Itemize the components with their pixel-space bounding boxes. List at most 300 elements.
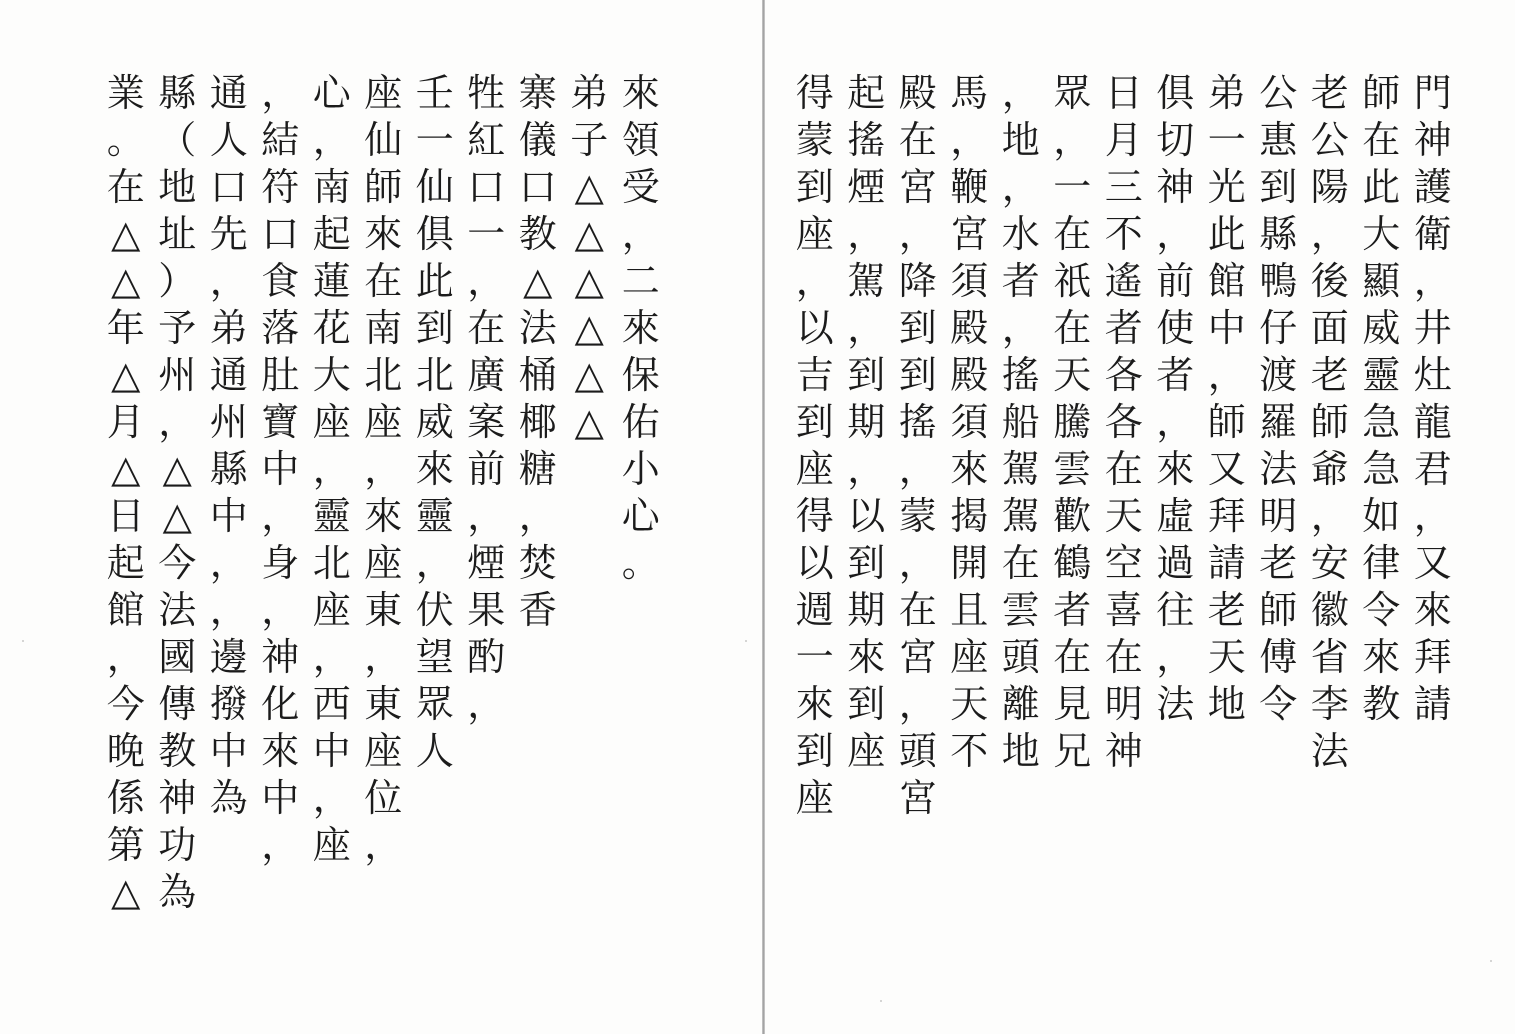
text-glyph: ， (898, 682, 937, 726)
text-glyph: 口 (518, 165, 557, 209)
text-glyph: 以 (795, 541, 834, 585)
text-glyph: 安 (1310, 541, 1349, 585)
text-glyph: 仔 (1259, 306, 1298, 350)
text-glyph: ， (364, 823, 403, 867)
text-glyph: ， (158, 400, 197, 444)
text-glyph: 爺 (1310, 447, 1349, 491)
text-glyph: 座 (795, 212, 834, 256)
text-glyph: 教 (1362, 682, 1401, 726)
text-glyph: 見 (1053, 682, 1092, 726)
text-glyph: 到 (795, 729, 834, 773)
text-glyph: 來 (950, 447, 989, 491)
right_page-column (1304, 70, 1356, 822)
text-glyph: 地 (1207, 682, 1246, 726)
text-glyph: △ (111, 353, 141, 397)
text-glyph: ， (1413, 259, 1452, 303)
text-glyph: △ (574, 400, 604, 444)
text-glyph: 此 (1207, 212, 1246, 256)
text-glyph: 老 (1310, 353, 1349, 397)
text-glyph: 離 (1001, 682, 1040, 726)
text-glyph: 渡 (1259, 353, 1298, 397)
text-glyph: 駕 (847, 259, 886, 303)
text-glyph: 起 (106, 541, 145, 585)
text-glyph: 領 (621, 118, 660, 162)
text-glyph: 功 (158, 823, 197, 867)
text-glyph: 前 (467, 447, 506, 491)
text-glyph: 蒙 (898, 494, 937, 538)
text-glyph: 煙 (847, 165, 886, 209)
text-glyph: 宮 (898, 776, 937, 820)
text-glyph: 過 (1156, 541, 1195, 585)
text-glyph: 鶴 (1053, 541, 1092, 585)
text-glyph: 老 (1310, 71, 1349, 115)
text-glyph: ， (312, 118, 351, 162)
text-glyph: 惠 (1259, 118, 1298, 162)
text-glyph: 宮 (898, 635, 937, 679)
text-glyph: ， (261, 71, 300, 115)
text-glyph: 衛 (1413, 212, 1452, 256)
text-glyph: 天 (1104, 494, 1143, 538)
text-glyph: 駕 (1001, 447, 1040, 491)
text-glyph: 公 (1310, 118, 1349, 162)
text-glyph: 且 (950, 588, 989, 632)
text-glyph: 座 (847, 729, 886, 773)
text-glyph: 期 (847, 588, 886, 632)
text-glyph: 鴨 (1259, 259, 1298, 303)
text-glyph: ， (1310, 212, 1349, 256)
text-glyph: 天 (1207, 635, 1246, 679)
text-glyph: 神 (158, 776, 197, 820)
text-glyph: 宮 (898, 165, 937, 209)
text-glyph: 牲 (467, 71, 506, 115)
text-glyph: 大 (1362, 212, 1401, 256)
text-glyph: 吉 (795, 353, 834, 397)
text-glyph: 年 (106, 306, 145, 350)
text-glyph: 老 (1259, 541, 1298, 585)
text-glyph: 週 (795, 588, 834, 632)
text-glyph: ， (1207, 353, 1246, 397)
text-glyph: 明 (1259, 494, 1298, 538)
text-glyph: 兄 (1053, 729, 1092, 773)
text-glyph: 又 (1207, 447, 1246, 491)
text-glyph: 口 (467, 165, 506, 209)
text-glyph: 法 (518, 306, 557, 350)
text-glyph: 在 (1362, 118, 1401, 162)
right_page-column (1150, 70, 1202, 822)
text-glyph: ， (898, 541, 937, 585)
text-glyph: 一 (1207, 118, 1246, 162)
text-glyph: ， (467, 259, 506, 303)
text-glyph: 酌 (467, 635, 506, 679)
text-glyph: 到 (847, 353, 886, 397)
text-glyph: 以 (847, 494, 886, 538)
text-glyph: 威 (415, 400, 454, 444)
text-glyph: 大 (312, 353, 351, 397)
right_page-column (1047, 70, 1099, 822)
text-glyph: 揭 (950, 494, 989, 538)
text-glyph: 不 (950, 729, 989, 773)
text-glyph: 天 (1053, 353, 1092, 397)
text-glyph: 佑 (621, 400, 660, 444)
text-glyph: 在 (467, 306, 506, 350)
text-glyph: 來 (261, 729, 300, 773)
text-glyph: 眾 (415, 682, 454, 726)
text-glyph: 寨 (518, 71, 557, 115)
text-glyph: 省 (1310, 635, 1349, 679)
text-glyph: 期 (847, 400, 886, 444)
text-glyph: 搖 (898, 400, 937, 444)
text-glyph: 又 (1413, 541, 1452, 585)
text-glyph: 公 (1259, 71, 1298, 115)
text-glyph: 者 (1104, 306, 1143, 350)
text-glyph: 灶 (1413, 353, 1452, 397)
left_page-column (255, 70, 307, 916)
text-glyph: 者 (1053, 588, 1092, 632)
text-glyph: 弟 (570, 71, 609, 115)
text-glyph: 中 (209, 729, 248, 773)
text-glyph: 騰 (1053, 400, 1092, 444)
text-glyph: ， (1156, 635, 1195, 679)
text-glyph: 各 (1104, 400, 1143, 444)
text-glyph: 先 (209, 212, 248, 256)
text-glyph: 花 (312, 306, 351, 350)
text-glyph: 仙 (415, 165, 454, 209)
text-glyph: 搖 (1001, 353, 1040, 397)
text-glyph: 法 (1156, 682, 1195, 726)
text-glyph: 切 (1156, 118, 1195, 162)
text-glyph: 神 (1413, 118, 1452, 162)
text-glyph: 小 (621, 447, 660, 491)
text-glyph: 師 (1259, 588, 1298, 632)
text-glyph: 受 (621, 165, 660, 209)
text-glyph: 座 (364, 400, 403, 444)
text-glyph: 縣 (209, 447, 248, 491)
text-glyph: 威 (1362, 306, 1401, 350)
text-glyph: 老 (1207, 588, 1246, 632)
text-glyph: 日 (106, 494, 145, 538)
text-glyph: △ (574, 353, 604, 397)
text-glyph: 化 (261, 682, 300, 726)
left_page-column (152, 70, 204, 916)
text-glyph: △ (574, 165, 604, 209)
text-glyph: 此 (415, 259, 454, 303)
left_page-column (203, 70, 255, 916)
text-glyph: 得 (795, 71, 834, 115)
text-glyph: 後 (1310, 259, 1349, 303)
text-glyph: ， (467, 494, 506, 538)
text-glyph: 糖 (518, 447, 557, 491)
text-glyph: 羅 (1259, 400, 1298, 444)
text-glyph: 果 (467, 588, 506, 632)
text-glyph: 神 (261, 635, 300, 679)
text-glyph: △ (574, 212, 604, 256)
text-glyph: 到 (795, 400, 834, 444)
text-glyph: 位 (364, 776, 403, 820)
text-glyph: 李 (1310, 682, 1349, 726)
text-glyph: 師 (1310, 400, 1349, 444)
text-glyph: 地 (158, 165, 197, 209)
text-glyph: 君 (1413, 447, 1452, 491)
text-glyph: 馬 (950, 71, 989, 115)
text-glyph: 頭 (898, 729, 937, 773)
text-glyph: 傳 (158, 682, 197, 726)
text-glyph: 令 (1362, 588, 1401, 632)
text-glyph: 到 (415, 306, 454, 350)
text-glyph: 址 (158, 212, 197, 256)
text-glyph: 椰 (518, 400, 557, 444)
text-glyph: ， (1001, 165, 1040, 209)
text-glyph: ， (518, 494, 557, 538)
text-glyph: 明 (1104, 682, 1143, 726)
text-glyph: 俱 (415, 212, 454, 256)
text-glyph: ， (1156, 212, 1195, 256)
text-glyph: 望 (415, 635, 454, 679)
text-glyph: ， (1001, 306, 1040, 350)
text-glyph: 法 (1259, 447, 1298, 491)
text-glyph: 井 (1413, 306, 1452, 350)
text-glyph: △ (574, 259, 604, 303)
text-glyph: 往 (1156, 588, 1195, 632)
text-glyph: 到 (847, 682, 886, 726)
text-glyph: 神 (1104, 729, 1143, 773)
text-glyph: 在 (1104, 447, 1143, 491)
text-glyph: 在 (364, 259, 403, 303)
text-glyph: 宮 (950, 212, 989, 256)
text-glyph: 座 (950, 635, 989, 679)
text-glyph: 來 (364, 494, 403, 538)
text-glyph: 起 (312, 212, 351, 256)
text-glyph: 在 (1104, 635, 1143, 679)
text-glyph: 通 (209, 353, 248, 397)
text-glyph: 今 (158, 541, 197, 585)
text-glyph: 教 (518, 212, 557, 256)
text-glyph: 弟 (1207, 71, 1246, 115)
text-glyph: （ (158, 118, 197, 162)
text-glyph: ， (261, 588, 300, 632)
text-glyph: 如 (1362, 494, 1401, 538)
text-glyph: 來 (1156, 447, 1195, 491)
text-glyph: 開 (950, 541, 989, 585)
text-glyph: 中 (1207, 306, 1246, 350)
text-glyph: 雲 (1053, 447, 1092, 491)
text-glyph: 搖 (847, 118, 886, 162)
text-glyph: 縣 (1259, 212, 1298, 256)
text-glyph: 。 (621, 541, 660, 585)
text-glyph: 中 (312, 729, 351, 773)
text-glyph: 月 (1104, 118, 1143, 162)
text-glyph: ， (795, 259, 834, 303)
text-glyph: 座 (364, 729, 403, 773)
text-glyph: 符 (261, 165, 300, 209)
text-glyph: 二 (621, 259, 660, 303)
right_page-column (892, 70, 944, 822)
text-glyph: 州 (158, 353, 197, 397)
text-glyph: 中 (209, 494, 248, 538)
text-glyph: 來 (621, 71, 660, 115)
text-glyph: 國 (158, 635, 197, 679)
text-glyph: 蓮 (312, 259, 351, 303)
text-glyph: 駕 (1001, 494, 1040, 538)
text-glyph: 保 (621, 353, 660, 397)
text-glyph: △ (111, 870, 141, 914)
right-page (762, 0, 1515, 1034)
text-glyph: 前 (1156, 259, 1195, 303)
text-glyph: ， (847, 306, 886, 350)
text-glyph: ， (950, 118, 989, 162)
text-glyph: 中 (261, 776, 300, 820)
text-glyph: 南 (312, 165, 351, 209)
text-glyph: 縣 (158, 71, 197, 115)
text-glyph: 不 (1104, 212, 1143, 256)
text-glyph: 護 (1413, 165, 1452, 209)
text-glyph: 以 (795, 306, 834, 350)
text-glyph: 急 (1362, 447, 1401, 491)
text-glyph: ， (898, 212, 937, 256)
text-glyph: △ (111, 212, 141, 256)
text-glyph: 一 (415, 118, 454, 162)
text-glyph: 俱 (1156, 71, 1195, 115)
text-glyph: ， (209, 259, 248, 303)
text-glyph: 西 (312, 682, 351, 726)
right_page-column (789, 70, 841, 822)
text-glyph: ， (1001, 71, 1040, 115)
text-glyph: 地 (1001, 729, 1040, 773)
text-glyph: 座 (364, 541, 403, 585)
right-page-text (789, 70, 1459, 822)
text-glyph: 來 (364, 212, 403, 256)
text-glyph: 一 (1053, 165, 1092, 209)
text-glyph: 仙 (364, 118, 403, 162)
text-glyph: 寶 (261, 400, 300, 444)
text-glyph: 頭 (1001, 635, 1040, 679)
text-glyph: 座 (364, 71, 403, 115)
text-glyph: 儀 (518, 118, 557, 162)
text-glyph: 空 (1104, 541, 1143, 585)
text-glyph: 在 (106, 165, 145, 209)
text-glyph: 廣 (467, 353, 506, 397)
text-glyph: 館 (106, 588, 145, 632)
text-glyph: 口 (261, 212, 300, 256)
text-glyph: ， (261, 494, 300, 538)
text-glyph: 靈 (1362, 353, 1401, 397)
text-glyph: 船 (1001, 400, 1040, 444)
text-glyph: 蒙 (795, 118, 834, 162)
text-glyph: 師 (364, 165, 403, 209)
text-glyph: 來 (795, 682, 834, 726)
text-glyph: 來 (621, 306, 660, 350)
text-glyph: 須 (950, 259, 989, 303)
text-glyph: ， (312, 635, 351, 679)
text-glyph: ， (847, 447, 886, 491)
text-glyph: 結 (261, 118, 300, 162)
text-glyph: 顯 (1362, 259, 1401, 303)
text-glyph: 雲 (1001, 588, 1040, 632)
text-glyph: 今 (106, 682, 145, 726)
text-glyph: △ (523, 259, 553, 303)
text-glyph: 月 (106, 400, 145, 444)
text-glyph: 者 (1001, 259, 1040, 303)
text-glyph: 座 (795, 447, 834, 491)
text-glyph: 焚 (518, 541, 557, 585)
left-page-text (100, 70, 667, 916)
text-glyph: 煙 (467, 541, 506, 585)
text-glyph: ， (415, 541, 454, 585)
text-glyph: ， (364, 635, 403, 679)
text-glyph: 地 (1001, 118, 1040, 162)
text-glyph: 祇 (1053, 259, 1092, 303)
text-glyph: 落 (261, 306, 300, 350)
right_page-column (1356, 70, 1408, 822)
text-glyph: ， (1310, 494, 1349, 538)
right_page-column (1407, 70, 1459, 822)
text-glyph: 喜 (1104, 588, 1143, 632)
text-glyph: 法 (158, 588, 197, 632)
text-glyph: 北 (415, 353, 454, 397)
text-glyph: 法 (1310, 729, 1349, 773)
text-glyph: 得 (795, 494, 834, 538)
text-glyph: 食 (261, 259, 300, 303)
text-glyph: 東 (364, 588, 403, 632)
text-glyph: 殿 (898, 71, 937, 115)
text-glyph: 門 (1413, 71, 1452, 115)
text-glyph: 子 (570, 118, 609, 162)
text-glyph: 心 (312, 71, 351, 115)
text-glyph: 到 (795, 165, 834, 209)
text-glyph: △ (111, 447, 141, 491)
text-glyph: 座 (795, 776, 834, 820)
text-glyph: ， (209, 588, 248, 632)
text-glyph: △ (162, 494, 192, 538)
text-glyph: 南 (364, 306, 403, 350)
text-glyph: 急 (1362, 400, 1401, 444)
text-glyph: 。 (106, 118, 145, 162)
text-glyph: 為 (158, 870, 197, 914)
text-glyph: △ (574, 306, 604, 350)
text-glyph: 教 (158, 729, 197, 773)
text-glyph: ， (1413, 494, 1452, 538)
text-glyph: 此 (1362, 165, 1401, 209)
paper-speck (22, 640, 24, 642)
text-glyph: 北 (312, 541, 351, 585)
left_page-column (564, 70, 616, 916)
text-glyph: 香 (518, 588, 557, 632)
text-glyph: 桶 (518, 353, 557, 397)
left_page-column (615, 70, 667, 916)
text-glyph: 在 (1053, 635, 1092, 679)
text-glyph: 歡 (1053, 494, 1092, 538)
text-glyph: 龍 (1413, 400, 1452, 444)
text-glyph: 鞭 (950, 165, 989, 209)
text-glyph: 在 (1053, 212, 1092, 256)
text-glyph: ， (1156, 400, 1195, 444)
text-glyph: 在 (1053, 306, 1092, 350)
text-glyph: 陽 (1310, 165, 1349, 209)
text-glyph: ， (312, 447, 351, 491)
text-glyph: 在 (898, 588, 937, 632)
text-glyph: 在 (1001, 541, 1040, 585)
text-glyph: 來 (847, 635, 886, 679)
left_page-column (100, 70, 152, 916)
text-glyph: 殿 (950, 353, 989, 397)
text-glyph: 三 (1104, 165, 1143, 209)
text-glyph: 起 (847, 71, 886, 115)
text-glyph: ， (209, 541, 248, 585)
text-glyph: 身 (261, 541, 300, 585)
text-glyph: 到 (898, 353, 937, 397)
text-glyph: 座 (312, 823, 351, 867)
paper-speck (880, 1000, 882, 1002)
text-glyph: 面 (1310, 306, 1349, 350)
